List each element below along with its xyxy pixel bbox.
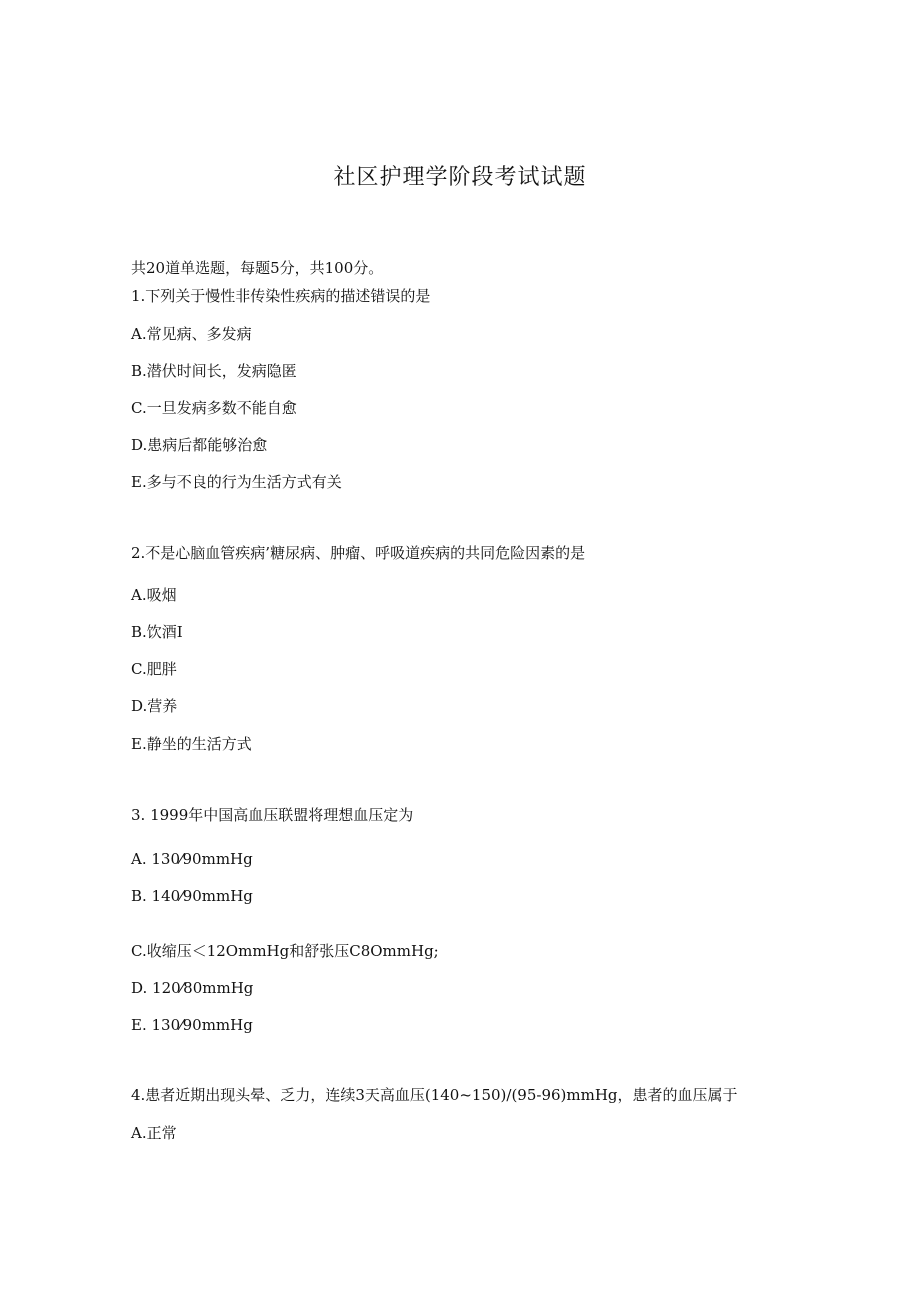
question-1-option-c: C.一旦发病多数不能自愈	[131, 399, 297, 417]
question-3-option-a: A. 130⁄90mmHg	[131, 850, 253, 868]
question-1-option-d: D.患病后都能够治愈	[131, 436, 268, 454]
question-3-option-d: D. 120⁄80mmHg	[131, 979, 254, 997]
question-2-option-d: D.营养	[131, 697, 178, 715]
question-1-option-e: E.多与不良的行为生活方式有关	[131, 473, 342, 491]
intro-text: 共20道单选题，每题5分，共100分。	[131, 259, 384, 277]
question-2-option-b: B.饮酒I	[131, 623, 183, 641]
question-3-option-b: B. 140⁄90mmHg	[131, 887, 253, 905]
question-2-option-c: C.肥胖	[131, 660, 177, 678]
question-4-stem: 4.患者近期出现头晕、乏力，连续3天高血压(140~150)/(95-96)mmHg，患者的血压属于	[131, 1086, 738, 1104]
question-4-option-a: A.正常	[131, 1124, 177, 1142]
question-2-option-e: E.静坐的生活方式	[131, 735, 252, 753]
question-1-option-b: B.潜伏时间长，发病隐匿	[131, 362, 297, 380]
question-3-stem: 3. 1999年中国高血压联盟将理想血压定为	[131, 806, 414, 824]
question-2-stem: 2.不是心脑血管疾病’糖尿病、肿瘤、呼吸道疾病的共同危险因素的是	[131, 544, 586, 562]
page-title: 社区护理学阶段考试试题	[333, 165, 587, 190]
question-1-option-a: A.常见病、多发病	[131, 325, 252, 343]
question-1-stem: 1.下列关于慢性非传染性疾病的描述错误的是	[131, 287, 431, 305]
question-3-option-c: C.收缩压＜12OmmHg和舒张压C8OmmHg;	[131, 942, 439, 960]
question-3-option-e: E. 130⁄90mmHg	[131, 1016, 253, 1034]
question-2-option-a: A.吸烟	[131, 586, 177, 604]
